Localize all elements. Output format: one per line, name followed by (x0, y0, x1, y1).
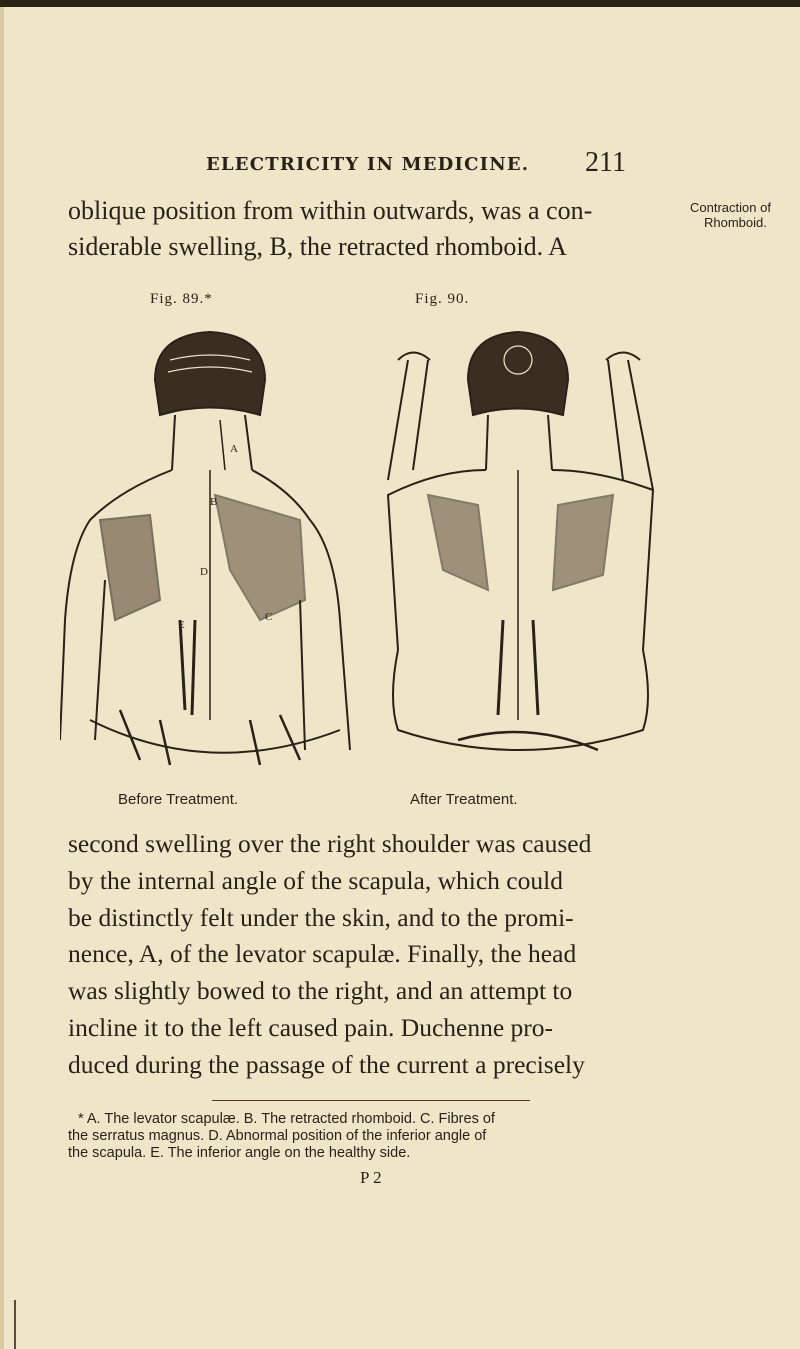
label-d: D (200, 566, 208, 578)
text-line: nence, A, of the levator scapulæ. Finally, the head (68, 939, 577, 969)
page-left-edge (0, 7, 4, 1349)
margin-note-line: Rhomboid. (704, 215, 767, 230)
text-line: by the internal angle of the scapula, which could (68, 865, 563, 895)
page-number: 211 (585, 147, 626, 178)
footnote (68, 1111, 688, 1162)
margin-note-line: Contraction of (690, 200, 771, 215)
figure-90-illustration (368, 320, 668, 770)
running-head: ELECTRICITY IN MEDICINE. (206, 154, 530, 175)
figure-90-caption: After Treatment. (410, 791, 518, 808)
signature-mark: P 2 (360, 1168, 382, 1187)
footnote-rule (212, 1100, 530, 1101)
body-text (68, 826, 668, 1084)
text-line: oblique position from within outwards, was a con- (68, 196, 593, 225)
label-e: E (178, 619, 185, 631)
figure-89-label: Fig. 89.* (150, 291, 213, 307)
text-line: incline it to the left caused pain. Duchenne pro- (68, 1012, 554, 1042)
figure-89-caption: Before Treatment. (118, 791, 239, 808)
figure-90-label: Fig. 90. (415, 291, 470, 307)
text-line: siderable swelling, B, the retracted rhomboid. A (68, 232, 567, 261)
figure-89-illustration (60, 320, 360, 770)
footnote-line: * A. The levator scapulæ. B. The retracted rhomboid. C. Fibres of (78, 1111, 495, 1127)
footnote-line: the scapula. E. The inferior angle on the healthy side. (68, 1145, 411, 1161)
footnote-line: the serratus magnus. D. Abnormal position of the inferior angle of (68, 1128, 487, 1144)
label-b: B (210, 496, 218, 508)
text-line: was slightly bowed to the right, and an attempt to (68, 976, 573, 1006)
page-gutter-mark (14, 1300, 16, 1349)
label-c: C (265, 611, 273, 623)
label-a: A (230, 443, 238, 455)
page-top-edge (0, 0, 800, 7)
text-line: duced during the passage of the current a precisely (68, 1049, 585, 1079)
text-line: second swelling over the right shoulder was caused (68, 829, 592, 858)
margin-note (690, 200, 800, 230)
text-line: be distinctly felt under the skin, and to the promi- (68, 902, 574, 932)
